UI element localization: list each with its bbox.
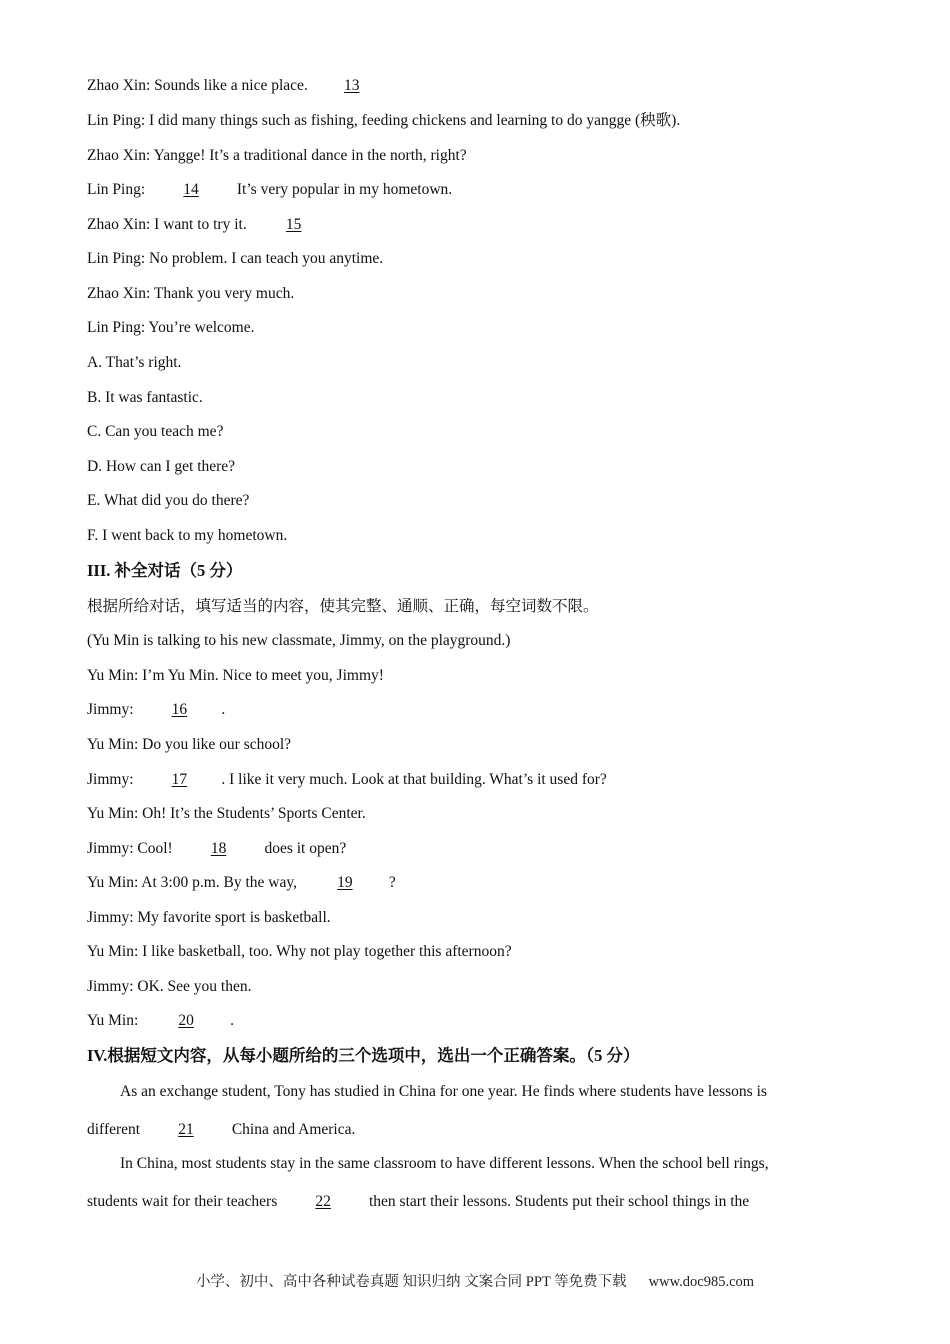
dialogue-line: Yu Min: Do you like our school? bbox=[87, 736, 292, 753]
passage-line-21: different 21 China and America. bbox=[87, 1121, 356, 1138]
dialogue-line-18: Jimmy: Cool! 18 does it open? bbox=[87, 840, 347, 857]
passage-line: As an exchange student, Tony has studied in China for one year. He finds where students have lessons is bbox=[120, 1083, 767, 1100]
answer-blank-22[interactable]: 22 bbox=[315, 1193, 331, 1210]
answer-blank-19[interactable]: 19 bbox=[337, 874, 353, 891]
answer-blank-15[interactable]: 15 bbox=[285, 216, 302, 233]
answer-blank-13[interactable]: 13 bbox=[343, 77, 360, 94]
option-f: F. I went back to my hometown. bbox=[87, 527, 288, 544]
page-footer bbox=[0, 1270, 950, 1291]
dialogue-line: Yu Min: Oh! It’s the Students’ Sports Center. bbox=[87, 805, 366, 822]
dialogue-line: Jimmy: OK. See you then. bbox=[87, 978, 252, 995]
section-3-context: (Yu Min is talking to his new classmate, Jimmy, on the playground.) bbox=[87, 632, 511, 649]
dialogue-line-15: Zhao Xin: I want to try it. 15 bbox=[87, 215, 337, 235]
answer-blank-14[interactable]: 14 bbox=[183, 181, 199, 198]
dialogue-line: Yu Min: I’m Yu Min. Nice to meet you, Jimmy! bbox=[87, 667, 384, 684]
answer-blank-17[interactable]: 17 bbox=[171, 771, 188, 788]
dialogue-line: Lin Ping: I did many things such as fishing, feeding chickens and learning to do yangge (秧歌). bbox=[87, 112, 681, 129]
answer-blank-20[interactable]: 20 bbox=[178, 1012, 194, 1029]
answer-blank-16[interactable]: 16 bbox=[171, 701, 188, 718]
dialogue-line-17: Jimmy: 17 . I like it very much. Look at that building. What’s it used for? bbox=[87, 771, 607, 788]
dialogue-line: Yu Min: I like basketball, too. Why not play together this afternoon? bbox=[87, 943, 512, 960]
dialogue-line-14: Lin Ping: 14 It’s very popular in my hometown. bbox=[87, 181, 453, 198]
passage-line: In China, most students stay in the same classroom to have different lessons. When the school bell rings, bbox=[120, 1155, 769, 1172]
option-a: A. That’s right. bbox=[87, 354, 182, 371]
footer-text: 小学、初中、高中各种试卷真题 知识归纳 文案合同 PPT 等免费下载 bbox=[195, 1274, 627, 1290]
footer-url-link[interactable]: www.doc985.com bbox=[648, 1274, 755, 1290]
dialogue-line-13: Zhao Xin: Sounds like a nice place. 13 bbox=[87, 76, 392, 96]
section-4-title: IV.根据短文内容，从每小题所给的三个选项中，选出一个正确答案。（5 分） bbox=[87, 1046, 640, 1065]
dialogue-line: Lin Ping: You’re welcome. bbox=[87, 319, 255, 336]
answer-blank-21[interactable]: 21 bbox=[178, 1121, 194, 1138]
dialogue-line: Zhao Xin: Thank you very much. bbox=[87, 285, 295, 302]
section-3-title: III. 补全对话（5 分） bbox=[87, 561, 243, 580]
option-d: D. How can I get there? bbox=[87, 458, 236, 475]
section-3-instruction: 根据所给对话，填写适当的内容，使其完整、通顺、正确，每空词数不限。 bbox=[87, 598, 599, 615]
passage-line-22: students wait for their teachers 22 then start their lessons. Students put their school things in the bbox=[87, 1193, 750, 1210]
option-e: E. What did you do there? bbox=[87, 492, 250, 509]
dialogue-line: Zhao Xin: Yangge! It’s a traditional dance in the north, right? bbox=[87, 147, 467, 164]
answer-blank-18[interactable]: 18 bbox=[210, 840, 227, 857]
dialogue-line-20: Yu Min: 20 . bbox=[87, 1012, 234, 1029]
dialogue-line: Lin Ping: No problem. I can teach you anytime. bbox=[87, 250, 384, 267]
option-c: C. Can you teach me? bbox=[87, 423, 224, 440]
dialogue-line-19: Yu Min: At 3:00 p.m. By the way, 19 ? bbox=[87, 874, 396, 891]
dialogue-line-16: Jimmy: 16 . bbox=[87, 701, 226, 718]
option-b: B. It was fantastic. bbox=[87, 389, 203, 406]
dialogue-line: Jimmy: My favorite sport is basketball. bbox=[87, 909, 331, 926]
